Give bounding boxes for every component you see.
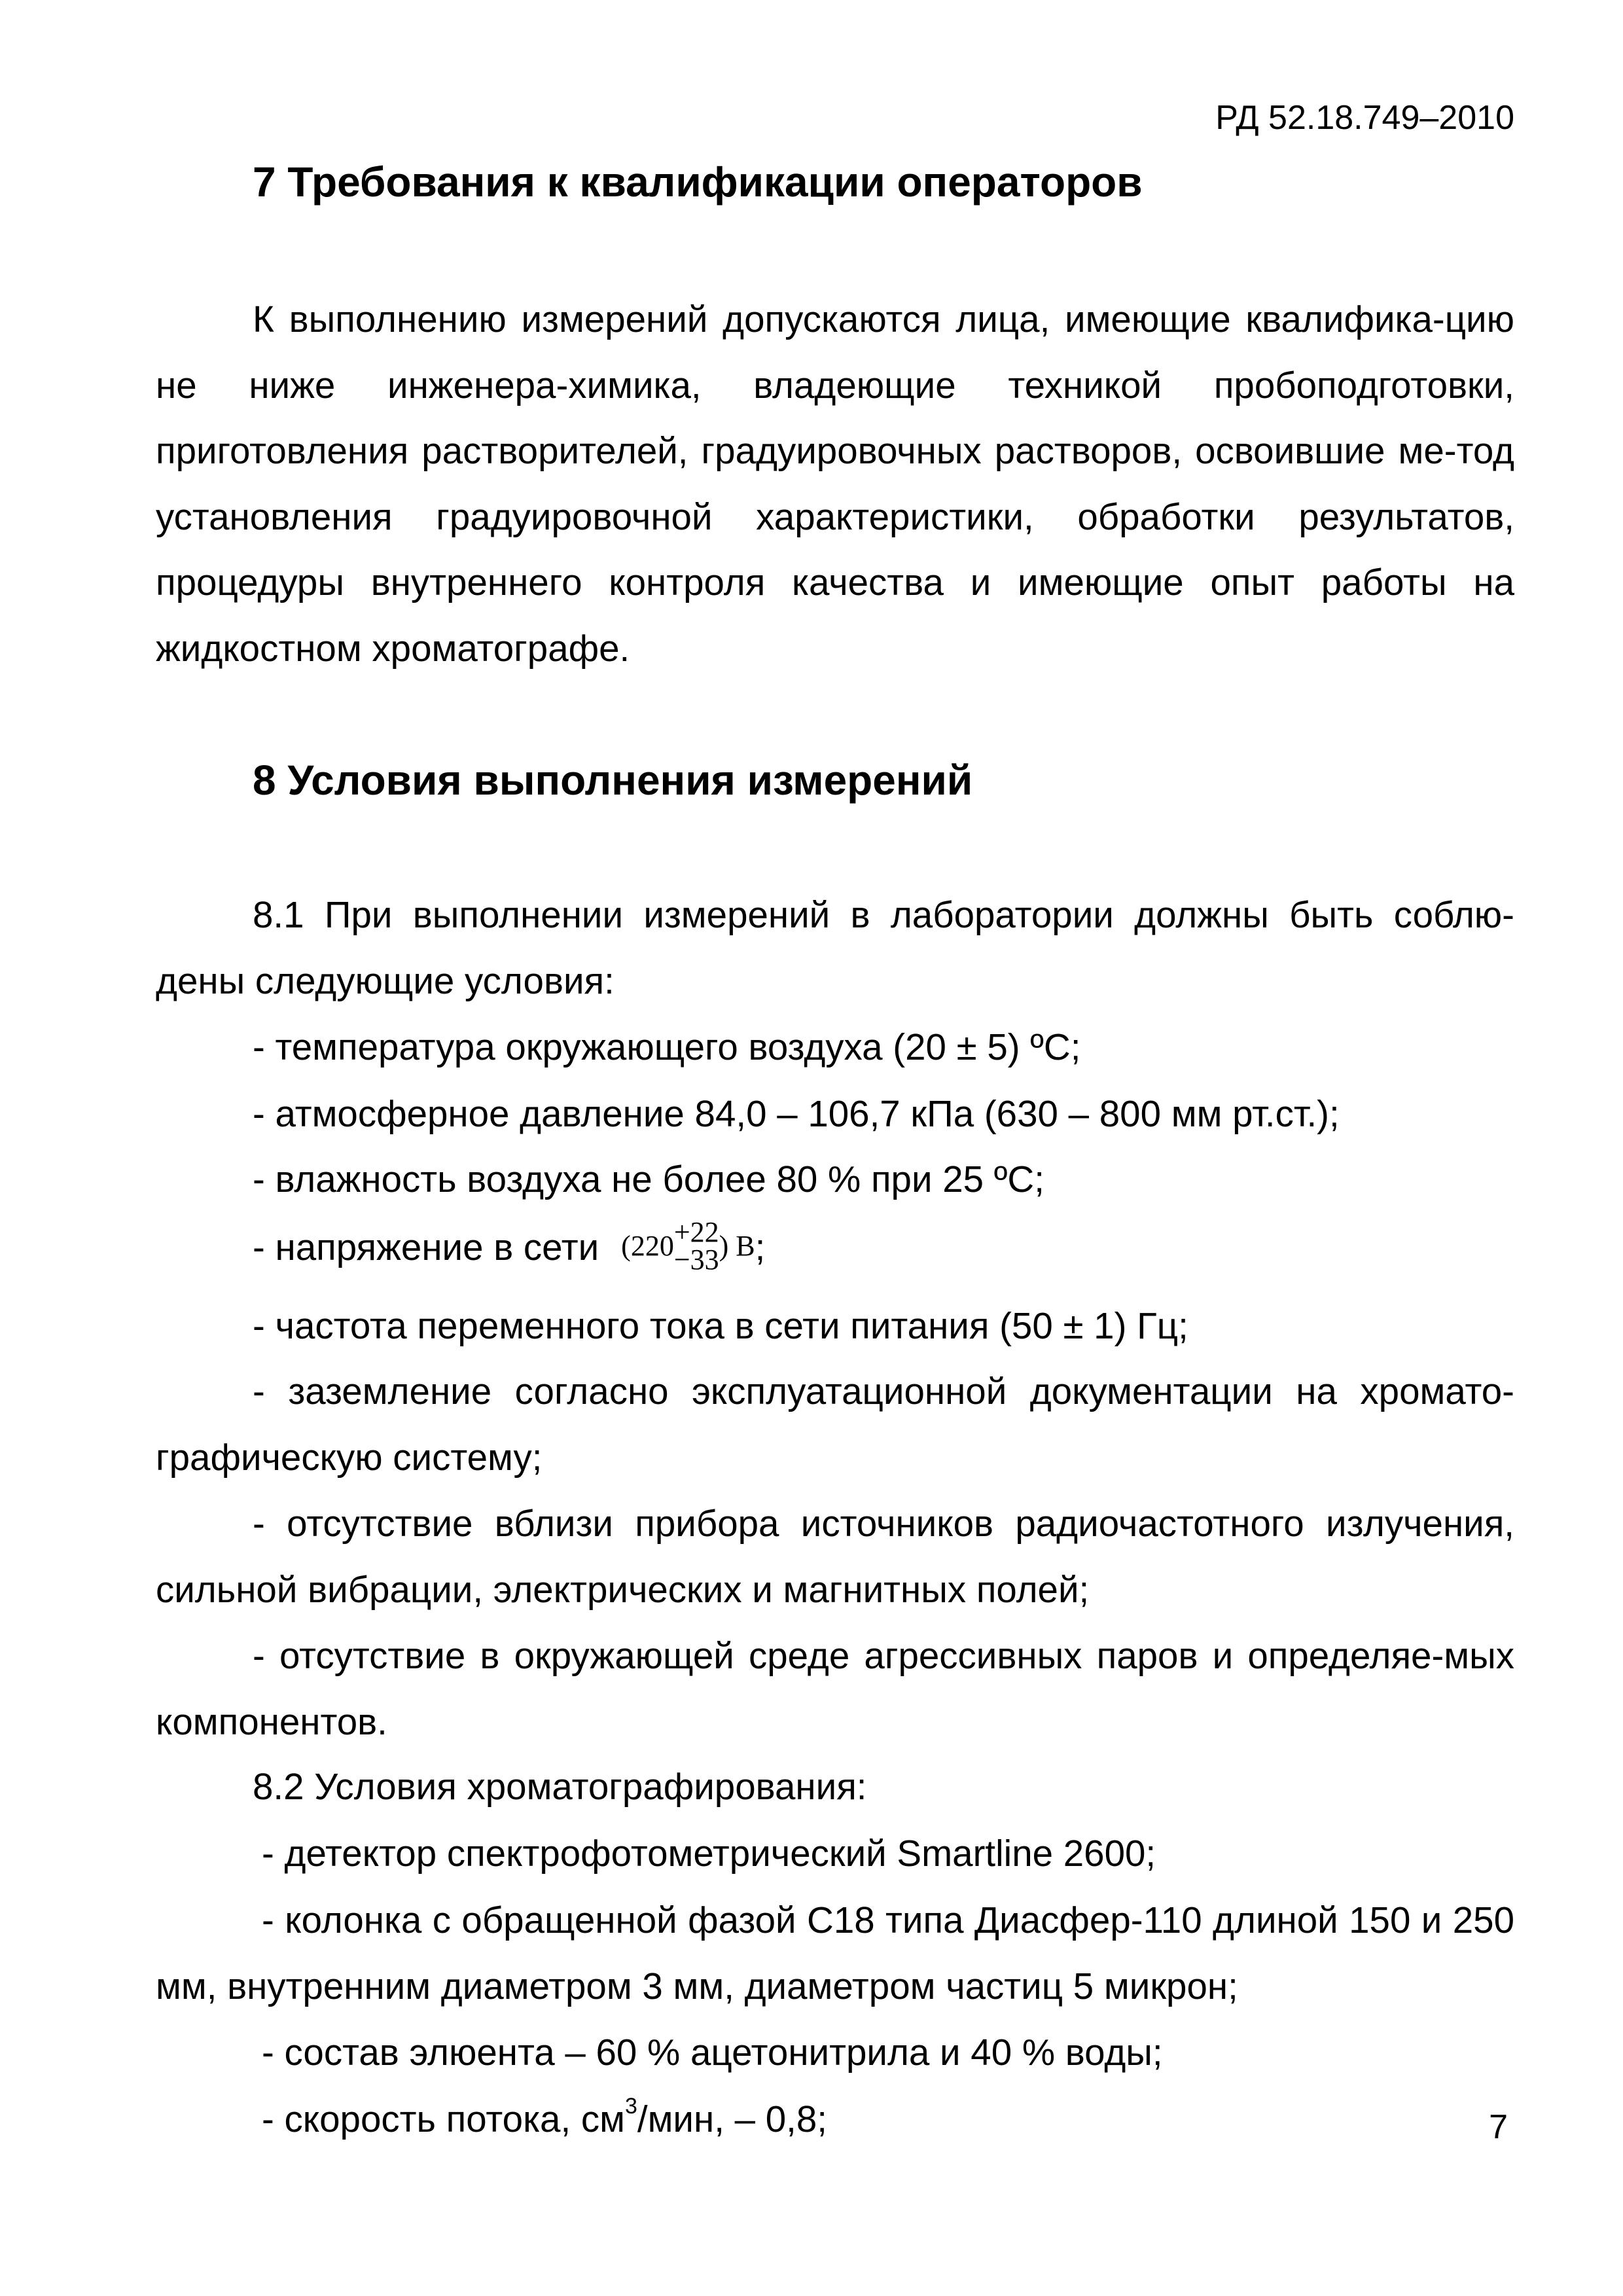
voltage-formula — [621, 1213, 755, 1280]
voltage-upper: +22 — [673, 1215, 719, 1248]
flow-superscript: 3 — [624, 2094, 637, 2119]
condition-humidity: - влажность воздуха не более 80 % при 25 ºС; — [253, 1158, 1044, 1200]
section-7-paragraph-text: К выполнению измерений допускаются лица, имеющие квалифика-цию не ниже инженера-химика, владеющие техникой пробоподготовки, приготовления растворителей, градуировочных растворов, освоившие ме-тод установления градуировочной характеристики, обработки результатов, процедуры внутреннего контроля качества и имеющие опыт работы на жидкостном хроматографе. — [156, 298, 1514, 669]
condition-grounding-text: - заземление согласно эксплуатационной документации на хромато-графическую систему; — [156, 1371, 1514, 1478]
condition-vapors-text: - отсутствие в окружающей среде агрессивных паров и определяе-мых компонентов. — [156, 1635, 1514, 1742]
voltage-lower: −33 — [673, 1243, 719, 1276]
voltage-label: - напряжение в сети — [253, 1227, 599, 1268]
page-number: 7 — [1489, 2108, 1508, 2146]
condition-temperature: - температура окружающего воздуха (20 ± 5) ºС; — [253, 1026, 1081, 1067]
condition-detector: - детектор спектрофотометрический Smartline 2600; — [262, 1833, 1156, 1874]
condition-frequency: - частота переменного тока в сети питания (50 ± 1) Гц; — [253, 1305, 1188, 1346]
flow-prefix: - скорость потока, см — [262, 2098, 625, 2140]
condition-eluent: - состав элюента – 60 % ацетонитрила и 40 % воды; — [262, 2032, 1163, 2073]
condition-radio — [156, 1491, 1514, 1623]
condition-radio-text: - отсутствие вблизи прибора источников радиочастотного излучения, сильной вибрации, электрических и магнитных полей; — [156, 1503, 1514, 1610]
flow-suffix: /мин, – 0,8; — [637, 2098, 827, 2140]
section-8-title: 8 Условия выполнения измерений — [253, 757, 973, 804]
section-7-paragraph — [156, 287, 1514, 681]
condition-flow-rate — [262, 2087, 827, 2153]
condition-pressure: - атмосферное давление 84,0 – 106,7 кПа (630 – 800 мм рт.ст.); — [253, 1093, 1340, 1134]
condition-grounding — [156, 1359, 1514, 1490]
section-7-title: 7 Требования к квалификации операторов — [253, 158, 1143, 206]
condition-column — [156, 1888, 1514, 2019]
condition-voltage — [253, 1215, 765, 1283]
voltage-unit: ) В — [719, 1229, 755, 1262]
voltage-base: (220 — [621, 1229, 674, 1262]
document-code: РД 52.18.749–2010 — [1215, 99, 1514, 137]
clause-8-1 — [156, 882, 1514, 1014]
clause-8-1-text: 8.1 При выполнении измерений в лаборатории должны быть соблю-дены следующие условия: — [156, 894, 1514, 1001]
condition-column-text: - колонка с обращенной фазой С18 типа Диасфер-110 длиной 150 и 250 мм, внутренним диаметром 3 мм, диаметром частиц 5 микрон; — [156, 1899, 1514, 2007]
clause-8-2: 8.2 Условия хроматографирования: — [253, 1766, 867, 1807]
condition-vapors — [156, 1623, 1514, 1755]
voltage-tolerance — [673, 1215, 719, 1276]
voltage-end: ; — [755, 1227, 766, 1268]
